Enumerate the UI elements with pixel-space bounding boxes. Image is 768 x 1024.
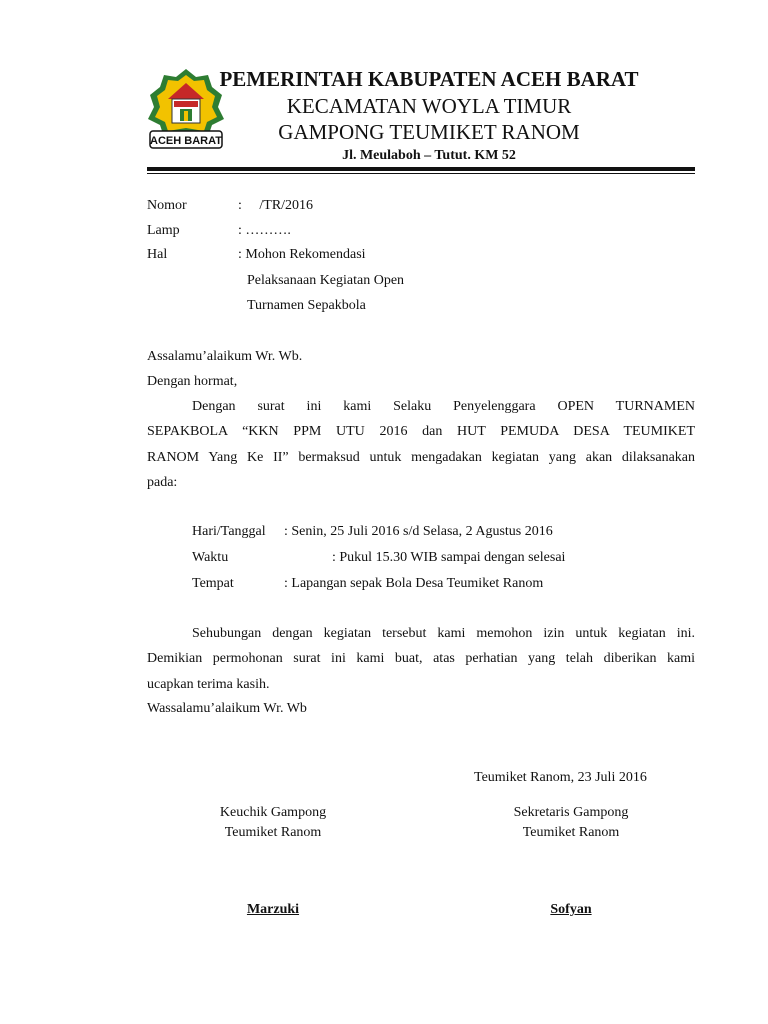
left-signatory-name bbox=[180, 902, 366, 918]
right-signatory-name bbox=[478, 902, 664, 918]
nomor-value: : /TR/2016 bbox=[238, 198, 314, 213]
letterhead-line-3: GAMPONG TEUMIKET RANOM bbox=[278, 120, 580, 144]
event-date-label: Hari/Tanggal bbox=[192, 524, 266, 539]
letterhead-rule-thick bbox=[147, 167, 695, 171]
paragraph-2-line-2: Demikian permohonan surat ini kami buat, atas perhatian yang telah diberikan kami bbox=[147, 651, 695, 666]
left-signatory-title-2: Teumiket Ranom bbox=[224, 825, 322, 840]
event-date-value: : Senin, 25 Juli 2016 s/d Selasa, 2 Agustus 2016 bbox=[284, 524, 553, 539]
lamp-value: : ………. bbox=[238, 223, 291, 238]
closing: Wassalamu’alaikum Wr. Wb bbox=[147, 701, 307, 716]
right-signatory-title-2: Teumiket Ranom bbox=[522, 825, 620, 840]
hal-value-line-3: Turnamen Sepakbola bbox=[247, 298, 366, 313]
hal-value-line-1: : Mohon Rekomendasi bbox=[238, 247, 366, 262]
greeting: Assalamu’alaikum Wr. Wb. bbox=[147, 349, 303, 364]
lamp-label: Lamp bbox=[147, 223, 180, 238]
event-time-label: Waktu bbox=[192, 550, 229, 565]
salutation: Dengan hormat, bbox=[147, 374, 238, 389]
paragraph-1-line-4: pada: bbox=[147, 475, 178, 490]
left-signatory-title-1: Keuchik Gampong bbox=[219, 805, 327, 820]
letterhead-rule-thin bbox=[147, 173, 695, 174]
paragraph-1-line-1: Dengan surat ini kami Selaku Penyelenggara OPEN TURNAMEN bbox=[192, 399, 695, 414]
paragraph-2-line-3: ucapkan terima kasih. bbox=[147, 677, 270, 692]
letterhead-line-1: PEMERINTAH KABUPATEN ACEH BARAT bbox=[219, 67, 639, 91]
hal-label: Hal bbox=[147, 247, 168, 262]
hal-value-line-2: Pelaksanaan Kegiatan Open bbox=[247, 273, 405, 288]
emblem-label: ACEH BARAT bbox=[150, 135, 222, 147]
event-time-value: : Pukul 15.30 WIB sampai dengan selesai bbox=[332, 550, 566, 565]
paragraph-1-line-2: SEPAKBOLA “KKN PPM UTU 2016 dan HUT PEMUDA DESA TEUMIKET bbox=[147, 424, 695, 439]
event-place-value: : Lapangan sepak Bola Desa Teumiket Ranom bbox=[284, 576, 544, 591]
nomor-label: Nomor bbox=[147, 198, 187, 213]
right-signatory-name-text: Sofyan bbox=[550, 902, 592, 917]
letterhead-address: Jl. Meulaboh – Tutut. KM 52 bbox=[342, 148, 516, 163]
place-date: Teumiket Ranom, 23 Juli 2016 bbox=[474, 770, 647, 785]
event-place-label: Tempat bbox=[192, 576, 234, 591]
right-signatory-title-1: Sekretaris Gampong bbox=[513, 805, 629, 820]
letterhead-line-2: KECAMATAN WOYLA TIMUR bbox=[286, 94, 572, 118]
left-signatory-name-text: Marzuki bbox=[246, 902, 300, 917]
paragraph-2-line-1: Sehubungan dengan kegiatan tersebut kami memohon izin untuk kegiatan ini. bbox=[192, 626, 695, 641]
paragraph-1-line-3: RANOM Yang Ke II” bermaksud untuk mengadakan kegiatan yang akan dilaksanakan bbox=[147, 450, 695, 465]
